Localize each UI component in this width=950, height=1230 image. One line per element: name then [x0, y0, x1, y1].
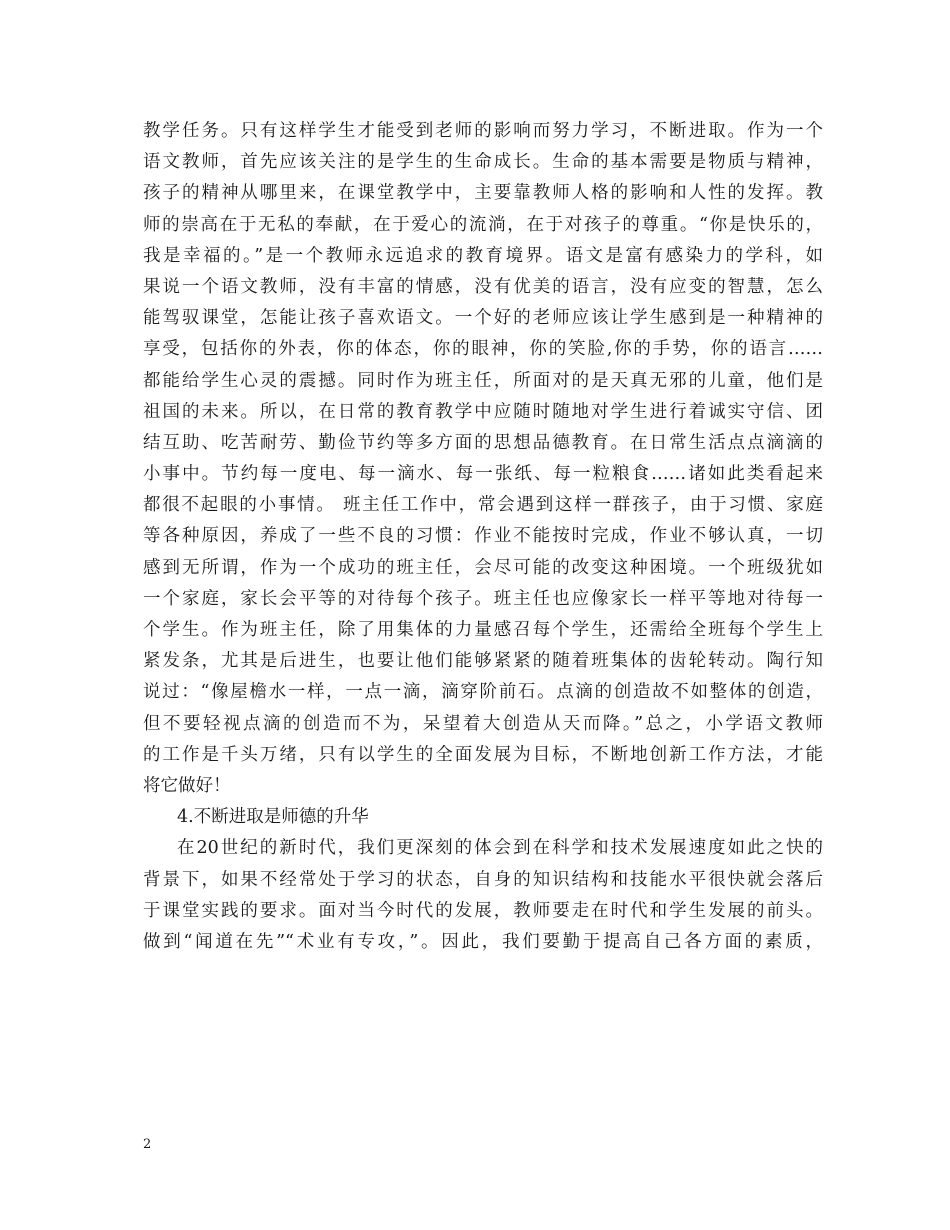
text-line: 我是幸福的。”是一个教师永远追求的教育境界。语文是富有感染力的学科，如 — [143, 245, 823, 266]
text-line: 师的崇高在于无私的奉献，在于爱心的流淌，在于对孩子的尊重。“你是快乐的， — [143, 214, 823, 235]
text-line: 个学生。作为班主任，除了用集体的力量感召每个学生，还需给全班每个学生上 — [143, 620, 823, 640]
text-line: 教学任务。只有这样学生才能受到老师的影响而努力学习，不断进取。作为一个 — [143, 121, 823, 141]
text-line: 说过：“像屋檐水一样，一点一滴，滴穿阶前石。点滴的创造故不如整体的创造， — [143, 682, 823, 703]
text-line: 的工作是千头万绪，只有以学生的全面发展为目标，不断地创新工作方法，才能 — [143, 744, 823, 765]
text-line: 都能给学生心灵的震撼。同时作为班主任，所面对的是天真无邪的儿童，他们是 — [143, 370, 823, 391]
text-line: 语文教师，首先应该关注的是学生的生命成长。生命的基本需要是物质与精神， — [143, 152, 823, 173]
text-line: 在20世纪的新时代，我们更深刻的体会到在科学和技术发展速度如此之快的 — [177, 838, 823, 859]
text-line: 于课堂实践的要求。面对当今时代的发展，教师要走在时代和学生发展的前头。 — [143, 900, 823, 921]
body-text — [143, 116, 823, 958]
page-number: 2 — [143, 1137, 152, 1152]
text-line: 果说一个语文教师，没有丰富的情感，没有优美的语言，没有应变的智慧，怎么 — [143, 276, 823, 297]
text-line: 紧发条，尤其是后进生，也要让他们能够紧紧的随着班集体的齿轮转动。陶行知 — [143, 651, 823, 672]
text-line: 背景下，如果不经常处于学习的状态，自身的知识结构和技能水平很快就会落后 — [143, 869, 823, 890]
text-line: 等各种原因，养成了一些不良的习惯：作业不能按时完成，作业不够认真，一切 — [143, 526, 823, 547]
text-line: 一个家庭，家长会平等的对待每个孩子。班主任也应像家长一样平等地对待每一 — [143, 588, 823, 609]
text-line: 感到无所谓，作为一个成功的班主任，会尽可能的改变这种困境。一个班级犹如 — [143, 557, 823, 578]
text-line: 做到“闻道在先”“术业有专攻，”。因此，我们要勤于提高自己各方面的素质， — [143, 931, 823, 952]
text-line: 孩子的精神从哪里来，在课堂教学中，主要靠教师人格的影响和人性的发挥。教 — [143, 183, 823, 204]
text-line: 能驾驭课堂，怎能让孩子喜欢语文。一个好的老师应该让学生感到是一种精神的 — [143, 308, 823, 329]
text-line: 享受，包括你的外表，你的体态，你的眼神，你的笑脸,你的手势，你的语言…… — [143, 339, 823, 360]
text-line: 祖国的未来。所以，在日常的教育教学中应随时随地对学生进行着诚实守信、团 — [143, 401, 823, 422]
text-line: 小事中。节约每一度电、每一滴水、每一张纸、每一粒粮食……诸如此类看起来 — [143, 464, 823, 485]
text-line: 都很不起眼的小事情。 班主任工作中，常会遇到这样一群孩子，由于习惯、家庭 — [143, 495, 823, 516]
text-line: 但不要轻视点滴的创造而不为，呆望着大创造从天而降。”总之，小学语文教师 — [143, 713, 823, 734]
text-line: 将它做好！ — [143, 775, 231, 796]
text-line: 结互助、吃苦耐劳、勤俭节约等多方面的思想品德教育。在日常生活点点滴滴的 — [143, 432, 823, 453]
section-heading: 4.不断进取是师德的升华 — [177, 807, 369, 828]
